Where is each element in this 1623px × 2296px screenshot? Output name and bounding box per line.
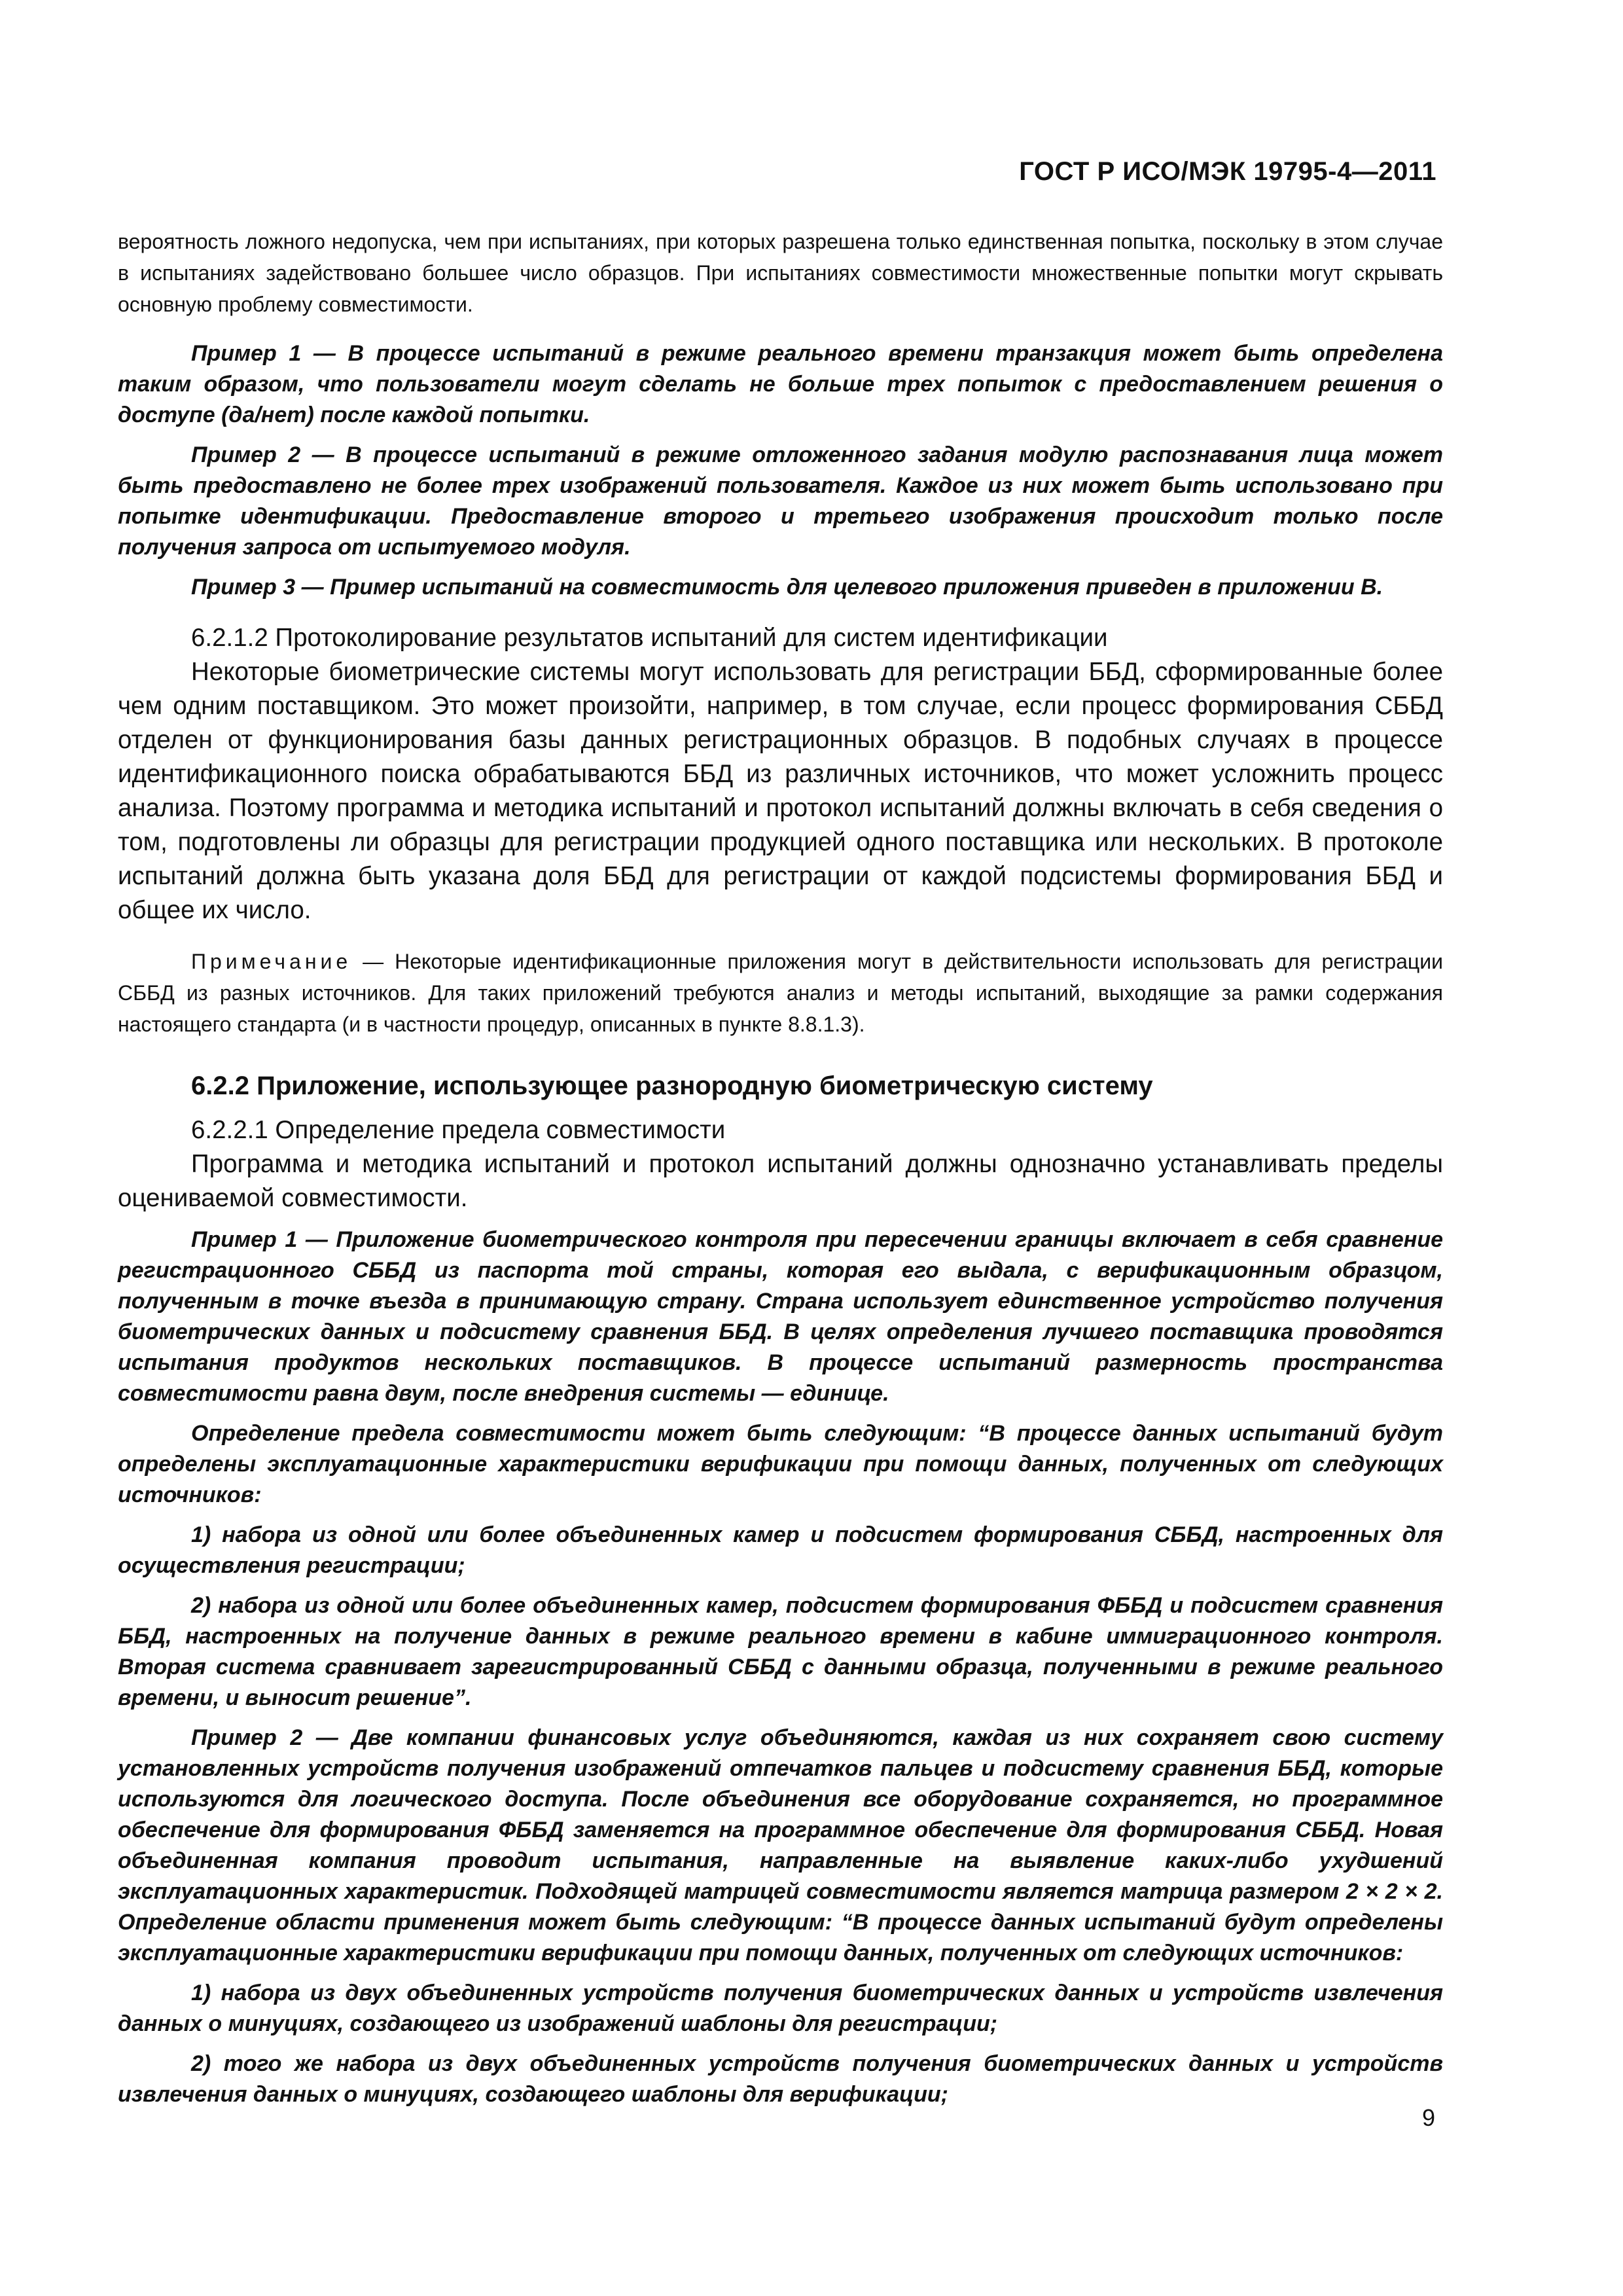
document-header: ГОСТ Р ИСО/МЭК 19795-4—2011 [1019, 157, 1436, 186]
example-border-control: Пример 1 — Приложение биометрического контроля при пересечении границы включает в себя сравнение регистрационного СББД из паспорта той страны, которая его выдала, с верификационным образцом, полученным в точке въезда в принимающую страну. Страна использует единственное устройство получения биометрических данных и подсистему сравнения ББД. В целях определения лучшего поставщика проводятся испытания продуктов нескольких поставщиков. В процессе испытаний размерность пространства совместимости равна двум, после внедрения системы — единице. [118, 1227, 1443, 1406]
section-6-2-1-2-body: Некоторые биометрические системы могут использовать для регистрации ББД, сформированные более чем одним поставщиком. Это может произойти, например, в том случае, если процесс формирования СББД отделен от функционирования базы данных регистрационных образцов. В подобных случаях в процессе идентификационного поиска обрабатываются ББД из различных источников, что может усложнить процесс анализа. Поэтому программа и методика испытаний и протокол испытаний должны включать в себя сведения о том, подготовлены ли образцы для регистрации продукцией одного поставщика или нескольких. В протоколе испытаний должна быть указана доля ББД для регистрации от каждой подсистемы формирования ББД и общее их число. [118, 658, 1443, 924]
example-finance: Пример 2 — Две компании финансовых услуг объединяются, каждая из них сохраняет свою систему установленных устройств получения изображений отпечатков пальцев и подсистему сравнения ББД, которые используются для логического доступа. После объединения все оборудование сохраняется, но программное обеспечение для формирования ФББД заменяется на программное обеспечение для формирования СББД. Новая объединенная компания проводит испытания, направленные на выявление каких-либо ухудшений эксплуатационных характеристик. Подходящей матрицей совместимости является матрица размером 2 × 2 × 2. Определение области применения может быть следующим: “В процессе данных испытаний будут определены эксплуатационные характеристики верификации при помощи данных, полученных от следующих источников: [118, 1725, 1443, 1965]
paragraph-intro: вероятность ложного недопуска, чем при испытаниях, при которых разрешена только единственная попытка, поскольку в этом случае в испытаниях задействовано большее число образцов. При испытаниях совместимости множественные попытки могут скрывать основную проблему совместимости. [118, 230, 1443, 316]
example-border-item-1: 1) набора из одной или более объединенных камер и подсистем формирования СББД, настроенных для осуществления регистрации; [118, 1522, 1443, 1578]
page-number: 9 [1421, 2104, 1435, 2131]
document-body [118, 226, 1443, 2110]
example-finance-item-1: 1) набора из двух объединенных устройств получения биометрических данных и устройств извлечения данных о минуциях, создающего из изображений шаблоны для регистрации; [118, 1981, 1443, 2036]
example-border-definition: Определение предела совместимости может быть следующим: “В процессе данных испытаний будут определены эксплуатационные характеристики верификации при помощи данных, полученных от следующих источников: [118, 1421, 1443, 1507]
section-6-2-2-title: 6.2.2 Приложение, использующее разнородную биометрическую систему [191, 1071, 1153, 1100]
example-finance-item-2: 2) того же набора из двух объединенных устройств получения биометрических данных и устройств извлечения данных о минуциях, создающего шаблоны для верификации; [118, 2051, 1443, 2107]
note-label: Примечание [191, 950, 352, 973]
note-text: — Некоторые идентификационные приложения могут в действительности использовать для регистрации СББД из разных источников. Для таких приложений требуются анализ и методы испытаний, выходящие за рамки содержания настоящего стандарта (и в частности процедур, описанных в пункте 8.8.1.3). [118, 950, 1443, 1036]
section-6-2-2-1-body: Программа и методика испытаний и протокол испытаний должны однозначно устанавливать пределы оцениваемой совместимости. [118, 1150, 1443, 1212]
section-6-2-2-1-title: 6.2.2.1 Определение предела совместимости [191, 1116, 726, 1144]
example-1: Пример 1 — В процессе испытаний в режиме реального времени транзакция может быть определена таким образом, что пользователи могут сделать не больше трех попыток с предоставлением решения о доступе (да/нет) после каждой попытки. [118, 341, 1443, 427]
example-border-item-2: 2) набора из одной или более объединенных камер, подсистем формирования ФББД и подсистем сравнения ББД, настроенных на получение данных в режиме реального времени в кабине иммиграционного контроля. Вторая система сравнивает зарегистрированный СББД с данными образца, полученными в режиме реального времени, и выносит решение”. [118, 1593, 1443, 1710]
example-3: Пример 3 — Пример испытаний на совместимость для целевого приложения приведен в приложении В. [191, 575, 1383, 600]
section-6-2-1-2-title: 6.2.1.2 Протоколирование результатов испытаний для систем идентификации [191, 624, 1108, 652]
example-2: Пример 2 — В процессе испытаний в режиме отложенного задания модулю распознавания лица может быть предоставлено не более трех изображений пользователя. Каждое из них может быть использовано при попытке идентификации. Предоставление второго и третьего изображения происходит только после получения запроса от испытуемого модуля. [118, 442, 1443, 560]
note [118, 946, 1443, 1040]
